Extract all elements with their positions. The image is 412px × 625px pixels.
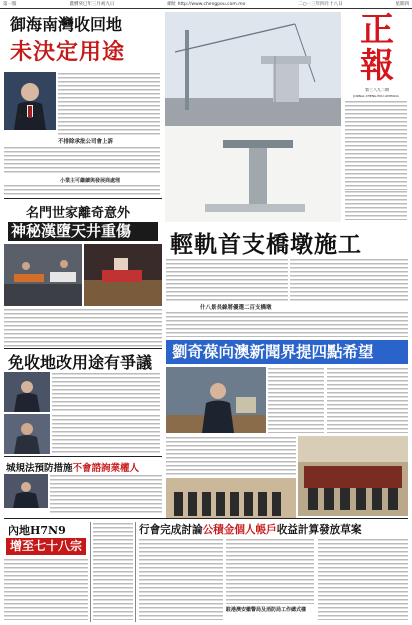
- fund-body-2: [226, 538, 314, 604]
- masthead-info: [345, 100, 407, 190]
- nanwan-kicker: 御海南灣收回地: [10, 15, 123, 34]
- nanwan-photo: [4, 72, 56, 130]
- publication-date: 二○一三年四月十八日: [298, 2, 343, 7]
- masthead-logo: 正 報: [360, 10, 394, 86]
- bridge-body-2: [290, 258, 408, 302]
- land-body-2: [52, 414, 160, 454]
- fund-body: [139, 538, 223, 620]
- fund-headline: 行會完成討論公積金個人帳戶收益計算發放草案: [139, 524, 362, 536]
- divider: [4, 456, 162, 457]
- divider: [4, 348, 162, 349]
- bridge-caption: [345, 190, 407, 220]
- land-photo: [4, 372, 50, 412]
- column-rule: [135, 522, 136, 622]
- flood-photo: [4, 474, 48, 508]
- edition-label: 第一版: [3, 2, 17, 7]
- nanwan-body-3: [4, 184, 160, 196]
- news-body-3: [166, 436, 296, 476]
- side-story-body: [93, 522, 133, 620]
- divider: [4, 518, 408, 519]
- flood-headline: 城規法預防措施不會諮詢業權人: [6, 463, 140, 474]
- news-body-2: [327, 367, 408, 433]
- meeting-photo: [298, 436, 408, 516]
- bridge-diagram: [165, 126, 341, 222]
- flood-body: [50, 474, 162, 514]
- top-bar: [0, 0, 412, 9]
- nanwan-subhead: 不排除承批公司會上訴: [58, 139, 114, 145]
- nanwan-subhead-2: 小業主可繼續與發展商處理: [60, 178, 121, 184]
- land-body: [52, 372, 160, 412]
- family-headline: 神秘漢墮天井重傷: [8, 222, 158, 241]
- website-link[interactable]: 網址 http://www.chengpou.com.mo: [167, 2, 246, 7]
- issue-number: 第三八九二期: [365, 88, 389, 92]
- group-photo: [166, 478, 296, 518]
- fund-body-3: [318, 538, 408, 620]
- family-kicker: 名門世家離奇意外: [26, 206, 131, 221]
- lunar-date: 農曆癸巳年三月初九日: [69, 2, 115, 7]
- news-body: [268, 367, 324, 433]
- publisher-en: JORNAL CHENG POU LIMITADA: [353, 94, 399, 98]
- bridge-subhead: 什八景長線將優選二百支橋墩: [200, 305, 272, 311]
- column-rule: [90, 522, 91, 622]
- family-photo-2: [84, 244, 162, 306]
- news-headline: 劉奇葆向澳新聞界提四點希望: [166, 340, 408, 364]
- liu-qibao-photo: [166, 367, 266, 433]
- land-headline: 免收地改用途有爭議: [8, 353, 153, 372]
- bridge-pier-photo: [165, 12, 341, 126]
- h7n9-kicker: 內地H7N9: [8, 524, 66, 537]
- land-photo-2: [4, 414, 50, 454]
- bridge-headline: 輕軌首支橋墩施工: [170, 231, 362, 258]
- nanwan-body: [58, 72, 160, 136]
- family-photo: [4, 244, 82, 306]
- bridge-body: [166, 258, 288, 302]
- divider: [4, 198, 162, 199]
- bridge-body-3: [166, 311, 408, 337]
- h7n9-headline: 增至七十八宗: [6, 538, 86, 555]
- police-subhead: 駐港澳安徽警局及消防局工作總式樣: [226, 607, 307, 613]
- weekday: 星期四: [395, 2, 409, 7]
- nanwan-body-2: [4, 146, 160, 174]
- family-body: [4, 308, 162, 348]
- nanwan-headline: 未決定用途: [10, 39, 126, 65]
- h7n9-body: [4, 558, 88, 620]
